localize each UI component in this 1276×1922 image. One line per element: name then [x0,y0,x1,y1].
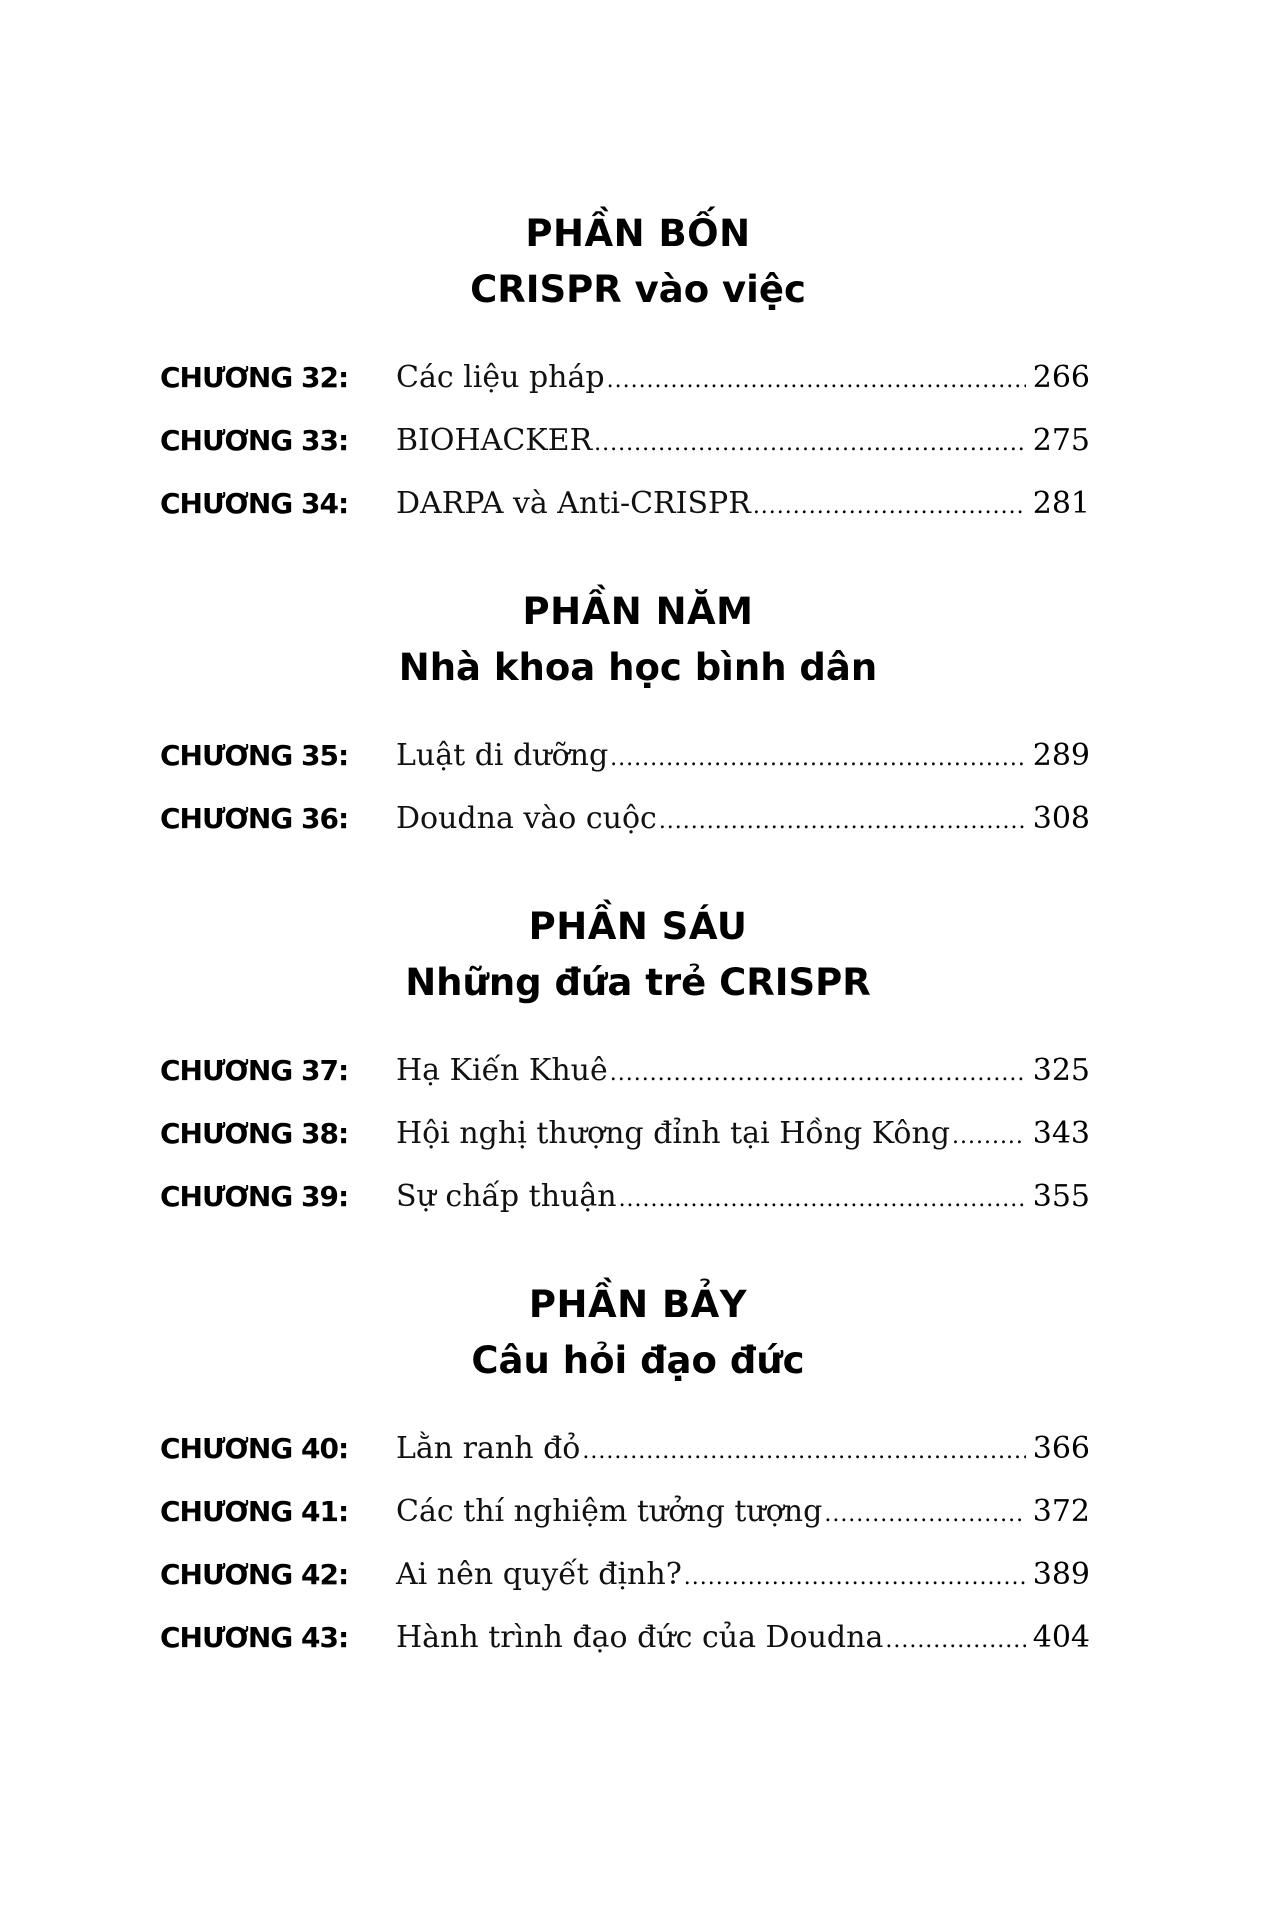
part-heading-7 [0,1277,1276,1389]
page-number: 308 [1032,801,1090,836]
part-label: PHẦN SÁU [528,905,748,948]
part-label: PHẦN NĂM [522,590,754,633]
toc-entry[interactable] [160,486,1090,549]
part-title: Câu hỏi đạo đức [471,1339,805,1382]
toc-entry[interactable] [160,1179,1090,1242]
page-number: 404 [1032,1620,1090,1655]
dot-leader [610,746,1026,771]
chapter-number: CHƯƠNG 35: [160,739,349,772]
part-title: Những đứa trẻ CRISPR [405,961,871,1004]
chapter-number: CHƯƠNG 34: [160,487,349,520]
chapter-number: CHƯƠNG 32: [160,361,349,394]
page-number: 289 [1032,738,1090,773]
page-number: 266 [1032,360,1090,395]
part-label: PHẦN BỐN [525,212,751,255]
chapter-title: Sự chấp thuận [396,1179,617,1214]
chapter-number: CHƯƠNG 38: [160,1117,349,1150]
chapter-title: Hạ Kiến Khuê [396,1053,608,1088]
part-title: Nhà khoa học bình dân [398,646,878,689]
dot-leader [610,1061,1026,1086]
toc-entry[interactable] [160,1494,1090,1557]
page-number: 389 [1032,1557,1090,1592]
toc-entry[interactable] [160,738,1090,801]
dot-leader [582,1439,1026,1464]
dot-leader [753,494,1026,519]
toc-entry[interactable] [160,1431,1090,1494]
part-heading-4 [0,206,1276,318]
chapter-number: CHƯƠNG 39: [160,1180,349,1213]
dot-leader [824,1502,1026,1527]
chapter-list [160,360,1090,549]
chapter-list [160,1053,1090,1242]
chapter-number: CHƯƠNG 40: [160,1432,349,1465]
toc-entry[interactable] [160,423,1090,486]
chapter-title: DARPA và Anti-CRISPR [396,486,751,521]
chapter-number: CHƯƠNG 37: [160,1054,349,1087]
page-number: 325 [1032,1053,1090,1088]
chapter-list [160,738,1090,864]
part-heading-6 [0,899,1276,1011]
chapter-number: CHƯƠNG 33: [160,424,349,457]
dot-leader [885,1628,1026,1653]
chapter-number: CHƯƠNG 43: [160,1621,349,1654]
part-heading-5 [0,584,1276,696]
chapter-title: Lằn ranh đỏ [396,1431,581,1466]
chapter-title: BIOHACKER [396,423,593,458]
toc-entry[interactable] [160,1620,1090,1683]
chapter-title: Doudna vào cuộc [396,801,657,836]
chapter-number: CHƯƠNG 41: [160,1495,349,1528]
chapter-number: CHƯƠNG 36: [160,802,349,835]
dot-leader [607,368,1026,393]
chapter-title: Các thí nghiệm tưởng tượng [396,1494,823,1529]
page-number: 366 [1032,1431,1090,1466]
chapter-title: Hành trình đạo đức của Doudna [396,1620,884,1655]
dot-leader [684,1565,1026,1590]
part-title: CRISPR vào việc [470,268,806,311]
part-label: PHẦN BẢY [528,1283,748,1326]
dot-leader [659,809,1026,834]
page-number: 275 [1032,423,1090,458]
dot-leader [594,431,1026,456]
chapter-title: Các liệu pháp [396,360,605,395]
chapter-list [160,1431,1090,1683]
dot-leader [952,1124,1026,1149]
toc-entry[interactable] [160,1053,1090,1116]
chapter-title: Hội nghị thượng đỉnh tại Hồng Kông [396,1116,950,1151]
chapter-title: Ai nên quyết định? [396,1557,682,1592]
toc-entry[interactable] [160,801,1090,864]
dot-leader [619,1187,1026,1212]
page-number: 355 [1032,1179,1090,1214]
toc-entry[interactable] [160,360,1090,423]
chapter-number: CHƯƠNG 42: [160,1558,349,1591]
page-number: 372 [1032,1494,1090,1529]
chapter-title: Luật di dưỡng [396,738,609,773]
page-number: 281 [1032,486,1090,521]
page-number: 343 [1032,1116,1090,1151]
toc-entry[interactable] [160,1116,1090,1179]
toc-entry[interactable] [160,1557,1090,1620]
